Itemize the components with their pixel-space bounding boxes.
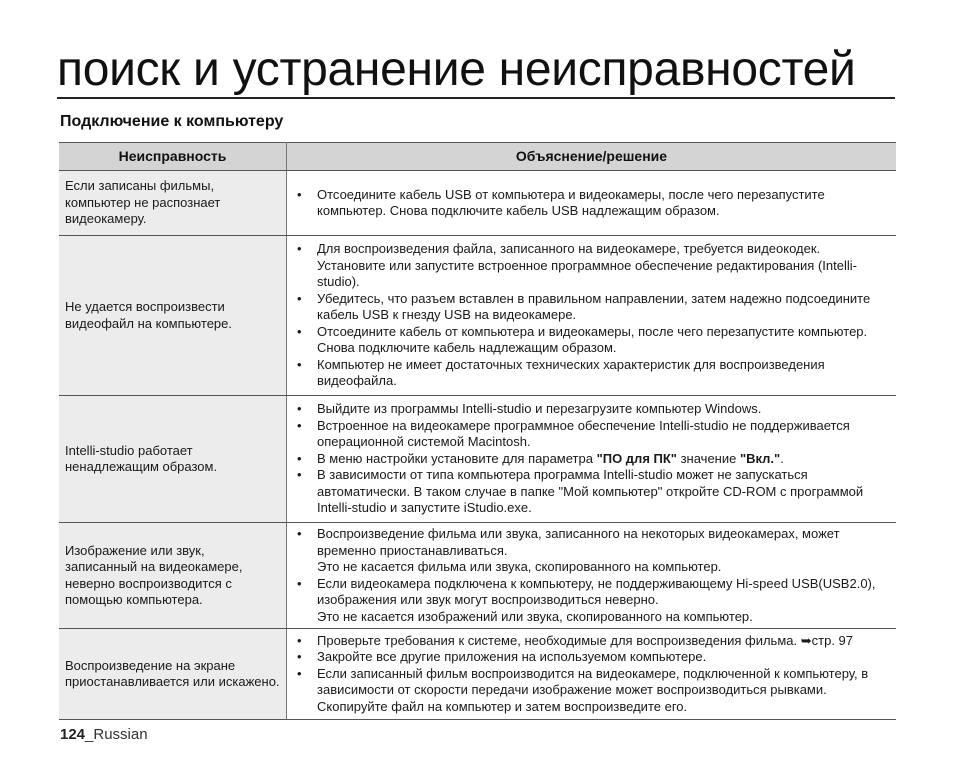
problem-cell: Не удается воспроизвести видеофайл на компьютере. <box>59 236 287 396</box>
bullet-icon: • <box>297 632 302 648</box>
solution-note: Это не касается изображений или звука, скопированного на компьютер. <box>317 608 753 624</box>
bullet-icon: • <box>297 467 302 483</box>
solution-cell <box>287 171 897 236</box>
bullet-icon: • <box>297 290 302 306</box>
solution-note: Это не касается фильма или звука, скопированного на компьютер. <box>317 559 722 574</box>
solution-item: • Для воспроизведения файла, записанного на видеокамере, требуется видеокодек. Установите или запустите встроенное программное обеспечение редактирования (Intelli-studio). <box>297 241 857 290</box>
bullet-icon: • <box>297 241 302 257</box>
solution-item: • Если видеокамера подключена к компьютеру, не поддерживающему Hi-speed USB(USB2.0), изображения или звук могут воспроизводиться неверно. Это не касается изображений или звука, скопированного на компьютер. <box>297 575 876 624</box>
bullet-icon: • <box>297 356 302 372</box>
problem-cell: Intelli-studio работает ненадлежащим образом. <box>59 396 287 523</box>
troubleshooting-table <box>59 142 896 720</box>
bullet-icon: • <box>297 649 302 665</box>
page-reference: стр. 97 <box>811 632 854 648</box>
solution-item: • Встроенное на видеокамере программное обеспечение Intelli-studio не поддерживается операционной системой Macintosh. <box>297 417 850 450</box>
language-label: _Russian <box>85 726 148 743</box>
column-header-problem: Неисправность <box>59 143 287 171</box>
table-row <box>59 523 896 629</box>
solution-item: • Закройте все другие приложения на используемом компьютере. <box>297 649 707 665</box>
solution-item: • Компьютер не имеет достаточных технических характеристик для воспроизведения видеофайла. <box>297 356 825 389</box>
page-reference-arrow-icon: ➥ <box>800 632 812 648</box>
on-value: "Вкл." <box>739 450 781 466</box>
solution-item: • В меню настройки установите для параметра "ПО для ПК" значение "Вкл.". <box>297 450 784 466</box>
solution-cell <box>287 236 897 396</box>
pc-software-param: "ПО для ПК" <box>596 450 677 466</box>
solution-item: • Убедитесь, что разъем вставлен в правильном направлении, затем надежно подсоедините кабель USB к гнезду USB на видеокамере. <box>297 290 871 323</box>
solution-cell <box>287 396 897 523</box>
bullet-icon: • <box>297 186 302 202</box>
problem-cell: Если записаны фильмы, компьютер не распознает видеокамеру. <box>59 171 287 236</box>
page-title: поиск и устранение неисправностей <box>57 43 856 96</box>
table-row <box>59 236 896 396</box>
bullet-icon: • <box>297 526 302 541</box>
bullet-icon: • <box>297 401 302 417</box>
solution-item: • Воспроизведение фильма или звука, записанного на некоторых видеокамерах, может временно приостанавливаться. Это не касается фильма или звука, скопированного на компьютер. <box>297 526 840 574</box>
bullet-icon: • <box>297 323 302 339</box>
problem-cell: Изображение или звук, записанный на видеокамере, неверно воспроизводится с помощью компьютера. <box>59 523 287 629</box>
page-number: 124 <box>60 726 86 743</box>
solution-item: • В зависимости от типа компьютера программа Intelli-studio может не запускаться автоматически. В таком случае в папке "Мой компьютер" откройте CD-ROM с программой Intelli-studio и запустите iStudio.exe. <box>297 467 864 516</box>
solution-cell <box>287 629 897 720</box>
solution-item: • Отсоедините кабель от компьютера и видеокамеры, после чего перезапустите компьютер. Снова подключите кабель надлежащим образом. <box>297 323 868 356</box>
bullet-icon: • <box>297 417 302 433</box>
problem-cell: Воспроизведение на экране приостанавливается или искажено. <box>59 629 287 720</box>
bullet-icon: • <box>297 665 302 681</box>
solution-item: • Выйдите из программы Intelli-studio и перезагрузите компьютер Windows. <box>297 401 762 417</box>
column-header-solution: Объяснение/решение <box>287 143 897 171</box>
bullet-icon: • <box>297 450 302 466</box>
solution-item: • Отсоедините кабель USB от компьютера и видеокамеры, после чего перезапустите компьютер. Снова подключите кабель USB надлежащим образом. <box>297 186 825 218</box>
table-header-row <box>59 143 896 171</box>
solution-item: • Проверьте требования к системе, необходимые для воспроизведения фильма. ➥стр. 97 <box>297 632 854 648</box>
solution-cell <box>287 523 897 629</box>
table-row <box>59 171 896 236</box>
table-row <box>59 629 896 720</box>
title-underline <box>57 97 895 99</box>
page-footer <box>60 726 148 743</box>
solution-item: • Если записанный фильм воспроизводится на видеокамере, подключенной к компьютеру, в зависимости от скорости передачи изображение может воспроизводиться рывками. Скопируйте файл на компьютер и затем воспроизведите его. <box>297 665 869 714</box>
table-row <box>59 396 896 523</box>
section-title: Подключение к компьютеру <box>60 113 284 130</box>
bullet-icon: • <box>297 575 302 591</box>
